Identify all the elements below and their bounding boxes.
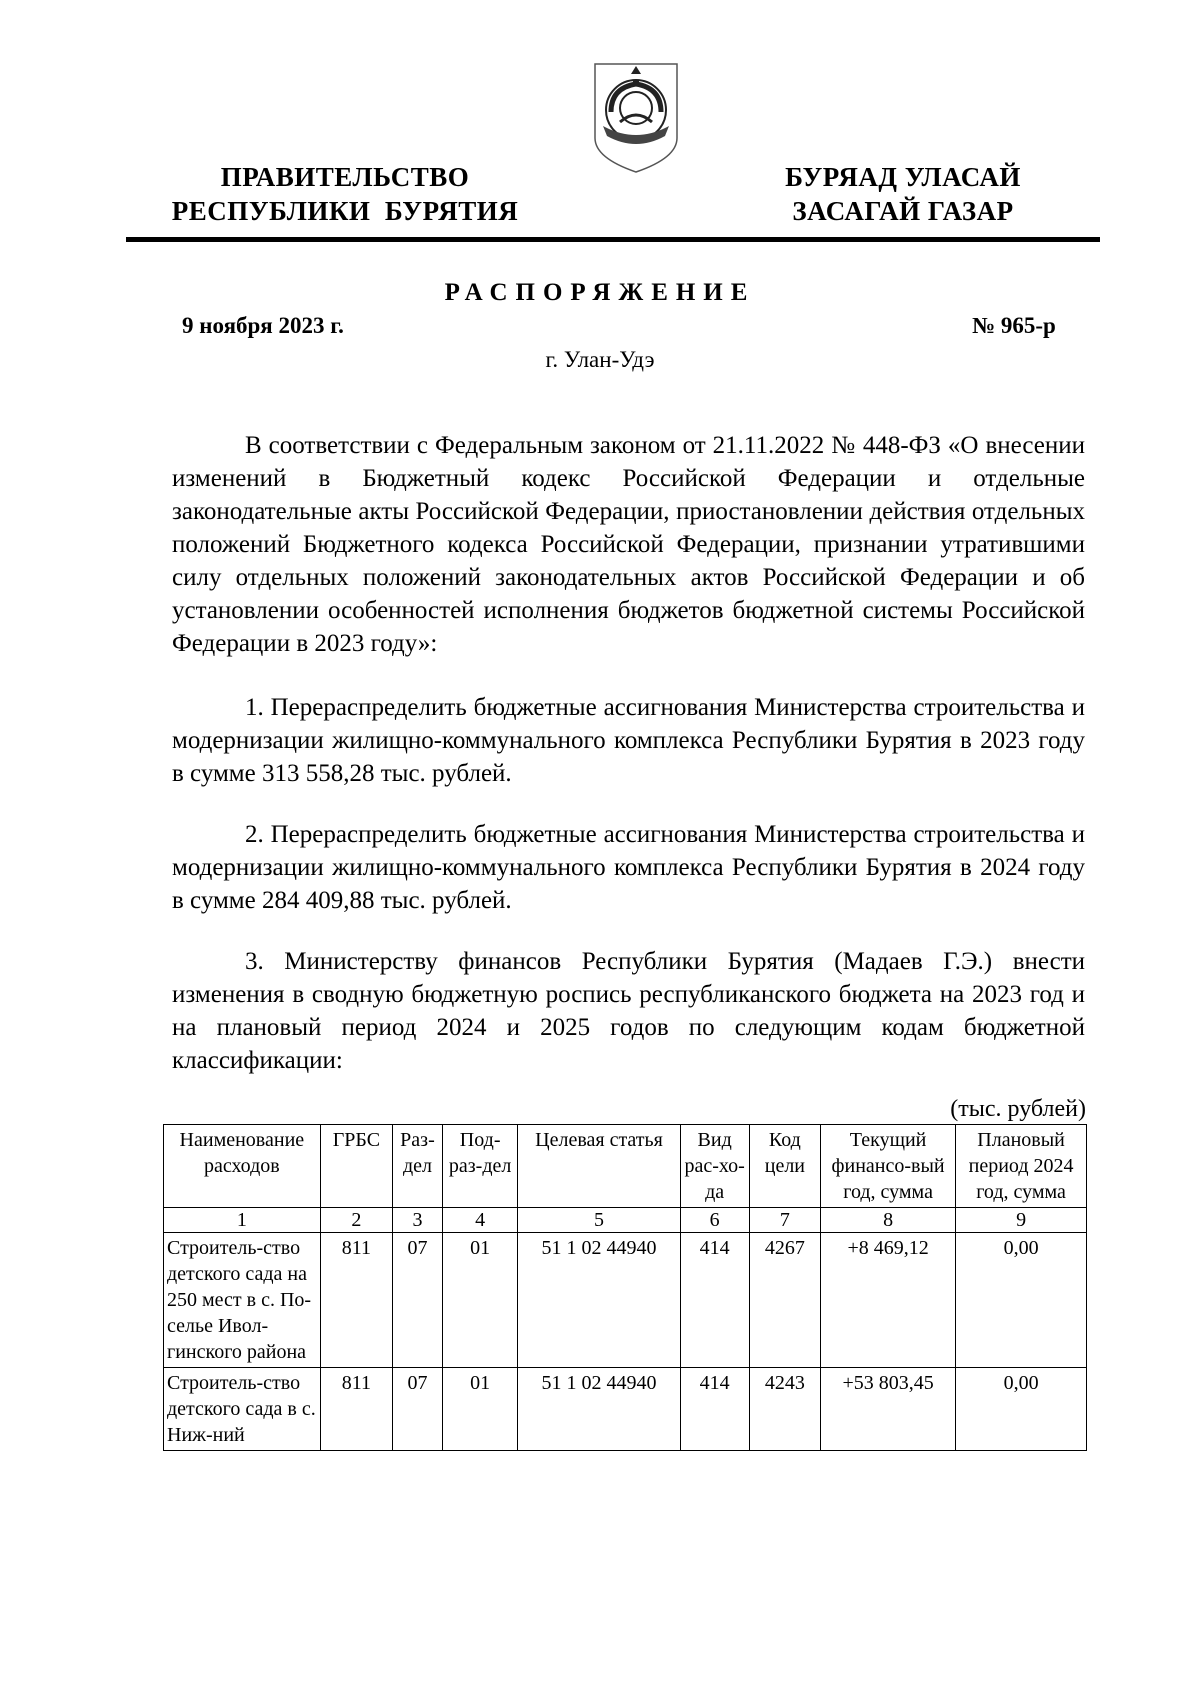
grbs-cell: 811 xyxy=(320,1233,392,1368)
document-number: № 965-р xyxy=(972,313,1056,338)
table-index-cell: 1 xyxy=(164,1208,321,1233)
table-index-cell: 6 xyxy=(680,1208,749,1233)
table-header-cell: Код цели xyxy=(749,1125,820,1208)
table-header-row xyxy=(164,1125,1087,1208)
table-header-cell: Плановый период 2024 год, сумма xyxy=(956,1125,1087,1208)
paragraph-item-3-text: 3. Министерству финансов Республики Бурятия (Мадаев Г.Э.) внести изменения в сводную бюджетную роспись республиканского бюджета на 2023 год и на плановый период 2024 и 2025 годов по следующим кодам бюджетной классификации: xyxy=(172,948,1085,1074)
section-cell: 07 xyxy=(393,1233,443,1368)
table-header-cell: Текущий финансо-вый год, сумма xyxy=(821,1125,956,1208)
table-index-cell: 5 xyxy=(518,1208,680,1233)
paragraph-item-3 xyxy=(172,945,1085,1077)
paragraph-item-2-text: 2. Перераспределить бюджетные ассигнования Министерства строительства и модернизации жилищно-коммунального комплекса Республики Бурятия в 2024 году в сумме 284 409,88 тыс. рублей. xyxy=(172,821,1085,914)
budget-table xyxy=(163,1124,1087,1451)
header-divider xyxy=(126,237,1100,242)
paragraph-preamble-text: В соответствии с Федеральным законом от 21.11.2022 № 448-ФЗ «О внесении изменений в Бюджетный кодекс Российской Федерации и отдельные законодательные акты Российской Федерации, приостановлении действия отдельных положений Бюджетного кодекса Российской Федерации, признании утратившими силу отдельных положений законодательных актов Российской Федерации и об установлении особенностей исполнения бюджетов бюджетной системы Российской Федерации в 2023 году»: xyxy=(172,432,1085,657)
subsection-cell: 01 xyxy=(442,1233,518,1368)
republic-of-buryatia-emblem-icon xyxy=(591,60,681,176)
paragraph-preamble xyxy=(172,429,1085,660)
table-header-cell: Наименование расходов xyxy=(164,1125,321,1208)
paragraph-item-1 xyxy=(172,691,1085,790)
table-row xyxy=(164,1368,1087,1451)
subsection-cell: 01 xyxy=(442,1368,518,1451)
table-row xyxy=(164,1233,1087,1368)
table-header-cell: ГРБС xyxy=(320,1125,392,1208)
current-year-amount-cell: +8 469,12 xyxy=(821,1233,956,1368)
document-title: РАСПОРЯЖЕНИЕ xyxy=(444,279,756,306)
paragraph-item-1-text: 1. Перераспределить бюджетные ассигнования Министерства строительства и модернизации жилищно-коммунального комплекса Республики Бурятия в 2023 году в сумме 313 558,28 тыс. рублей. xyxy=(172,694,1085,787)
table-index-cell: 2 xyxy=(320,1208,392,1233)
table-unit-label: (тыс. рублей) xyxy=(950,1096,1086,1122)
header-right-line2: ЗАСАГАЙ ГАЗАР xyxy=(792,196,1014,226)
expense-name-cell: Строитель-ство детского сада на 250 мест в с. По-селье Ивол-гинского района xyxy=(164,1233,321,1368)
table-header-cell: Раз-дел xyxy=(393,1125,443,1208)
table-header-cell: Целевая статья xyxy=(518,1125,680,1208)
paragraph-item-2 xyxy=(172,818,1085,917)
table-header-cell: Вид рас-хо-да xyxy=(680,1125,749,1208)
table-index-cell: 8 xyxy=(821,1208,956,1233)
target-article-cell: 51 1 02 44940 xyxy=(518,1368,680,1451)
header-right-authority xyxy=(748,160,1058,228)
table-header-cell: Под-раз-дел xyxy=(442,1125,518,1208)
header-left-authority xyxy=(150,160,540,228)
plan-2024-amount-cell: 0,00 xyxy=(956,1233,1087,1368)
expense-type-cell: 414 xyxy=(680,1233,749,1368)
header-left-line2: РЕСПУБЛИКИ БУРЯТИЯ xyxy=(171,196,519,226)
table-index-cell: 3 xyxy=(393,1208,443,1233)
header-right-line1: БУРЯАД УЛАСАЙ xyxy=(785,162,1021,192)
table-index-row xyxy=(164,1208,1087,1233)
purpose-code-cell: 4243 xyxy=(749,1368,820,1451)
table-index-cell: 7 xyxy=(749,1208,820,1233)
current-year-amount-cell: +53 803,45 xyxy=(821,1368,956,1451)
document-date: 9 ноября 2023 г. xyxy=(182,313,344,338)
table-index-cell: 4 xyxy=(442,1208,518,1233)
expense-name-cell: Строитель-ство детского сада в с. Ниж-ний xyxy=(164,1368,321,1451)
section-cell: 07 xyxy=(393,1368,443,1451)
expense-type-cell: 414 xyxy=(680,1368,749,1451)
document-city: г. Улан-Удэ xyxy=(545,347,655,372)
table-index-cell: 9 xyxy=(956,1208,1087,1233)
grbs-cell: 811 xyxy=(320,1368,392,1451)
plan-2024-amount-cell: 0,00 xyxy=(956,1368,1087,1451)
purpose-code-cell: 4267 xyxy=(749,1233,820,1368)
target-article-cell: 51 1 02 44940 xyxy=(518,1233,680,1368)
header-left-line1: ПРАВИТЕЛЬСТВО xyxy=(220,162,470,192)
